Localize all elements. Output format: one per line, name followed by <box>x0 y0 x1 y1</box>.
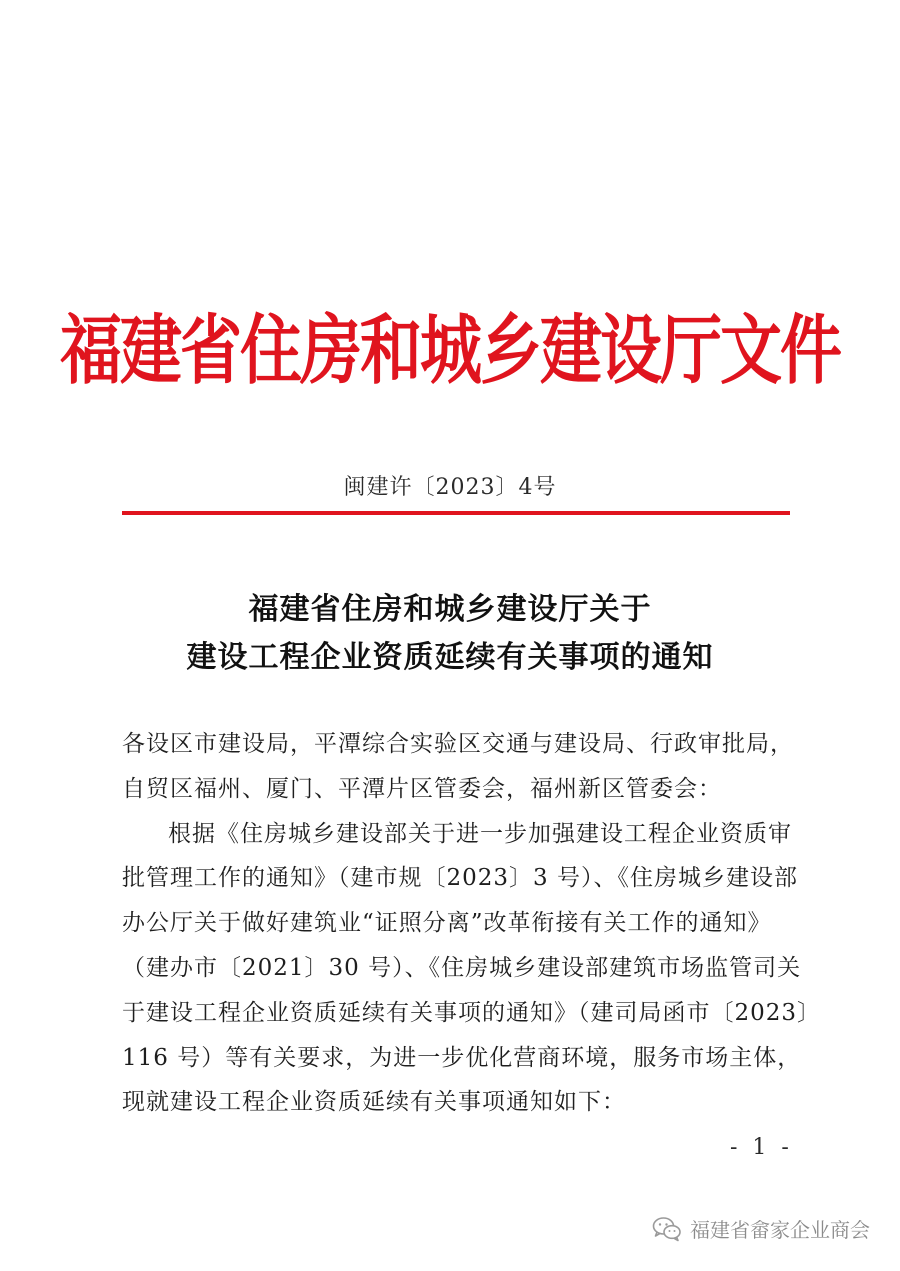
body-line: 现就建设工程企业资质延续有关事项通知如下： <box>122 1089 626 1116</box>
notice-title-line-1: 福建省住房和城乡建设厅关于 <box>248 592 652 627</box>
body-line: 办公厅关于做好建筑业“证照分离”改革衔接有关工作的通知》 <box>122 910 772 937</box>
document-header-title: 福建省住房和城乡建设厅文件 <box>59 305 840 395</box>
notice-title <box>0 586 900 682</box>
wechat-icon <box>652 1216 682 1242</box>
body-line: （建办市〔2021〕30 号）、《住房城乡建设部建筑市场监管司关 <box>122 954 802 981</box>
notice-title-line-2: 建设工程企业资质延续有关事项的通知 <box>186 640 714 675</box>
wechat-watermark <box>652 1214 870 1243</box>
header-divider-rule <box>122 511 790 515</box>
document-number: 闽建许〔2023〕4号 <box>343 475 557 500</box>
body-line-addressee-1: 各设区市建设局，平潭综合实验区交通与建设局、行政审批局， <box>122 731 794 757</box>
page-number: - 1 - <box>730 1135 793 1160</box>
body-line: 批管理工作的通知》（建市规〔2023〕3 号）、《住房城乡建设部 <box>122 865 798 892</box>
notice-body <box>122 722 822 1125</box>
body-line-addressee-2: 自贸区福州、厦门、平潭片区管委会，福州新区管委会： <box>122 775 722 802</box>
body-line: 于建设工程企业资质延续有关事项的通知》（建司局函市〔2023〕 <box>122 999 822 1026</box>
body-line: 116 号）等有关要求，为进一步优化营商环境，服务市场主体， <box>122 1044 802 1071</box>
watermark-text: 福建省畲家企业商会 <box>690 1218 870 1242</box>
body-line: 根据《住房城乡建设部关于进一步加强建设工程企业资质审 <box>168 820 792 847</box>
